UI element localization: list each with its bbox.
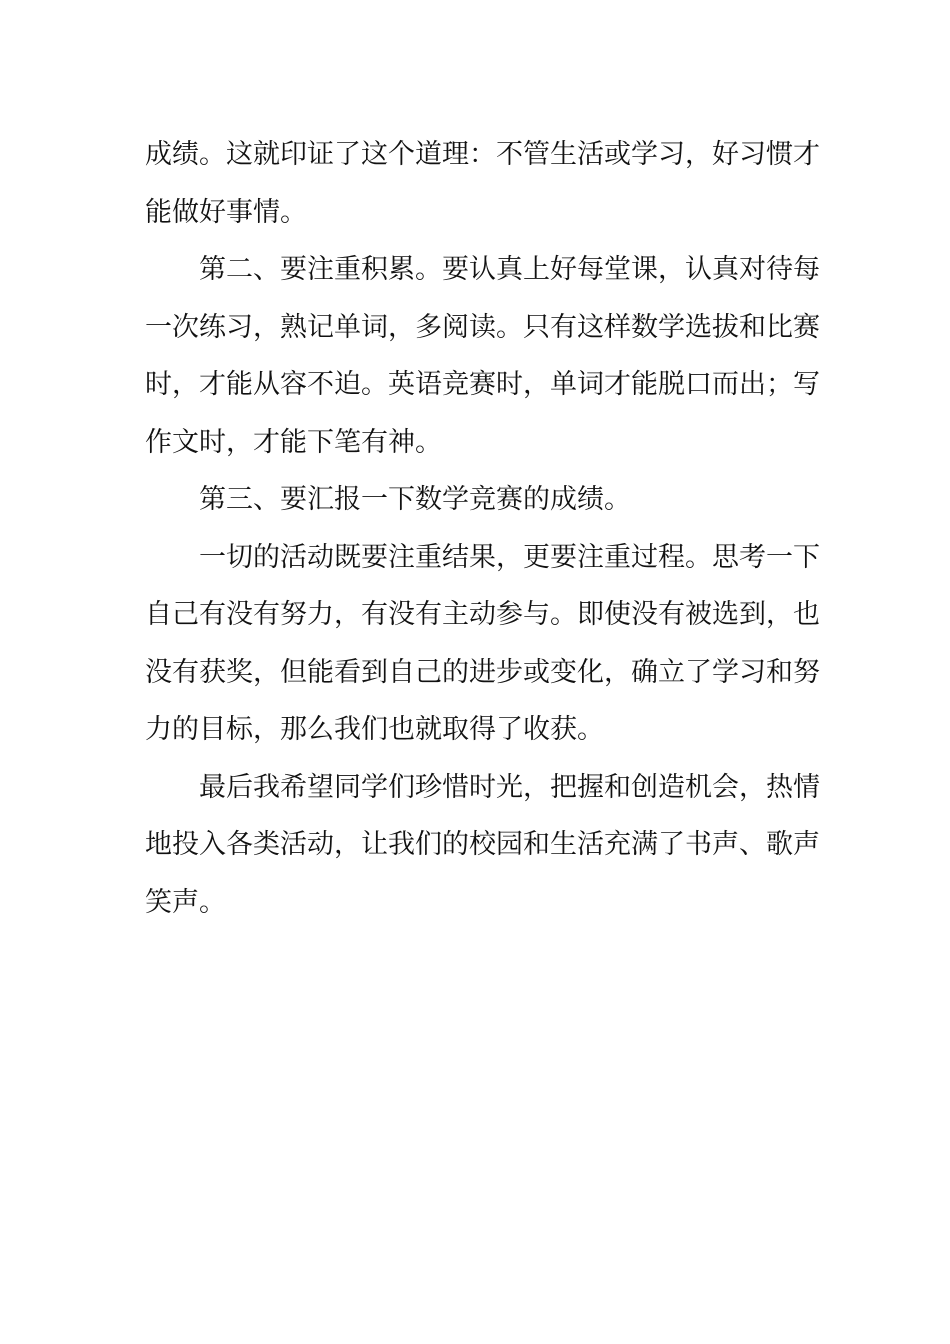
paragraph-closing-wish: [145, 759, 820, 932]
paragraph-math-report: [145, 471, 810, 529]
text-line: 作文时，才能下笔有神。: [145, 426, 442, 458]
text-line: 笑声。: [145, 886, 226, 918]
text-line: 一次练习，熟记单词，多阅读。只有这样数学选拔和比赛: [145, 311, 820, 343]
paragraph-habit-conclusion: [145, 126, 820, 241]
text-line: 最后我希望同学们珍惜时光，把握和创造机会，热情: [199, 771, 820, 803]
paragraph-accumulation: [145, 241, 820, 471]
text-line: 第二、要注重积累。要认真上好每堂课，认真对待每: [199, 254, 820, 285]
document-body: [145, 126, 820, 931]
text-line: 自己有没有努力，有没有主动参与。即使没有被选到，也: [145, 599, 820, 630]
paragraph-process: [145, 529, 820, 759]
text-line: 地投入各类活动，让我们的校园和生活充满了书声、歌声: [145, 829, 820, 860]
text-line: 没有获奖，但能看到自己的进步或变化，确立了学习和努: [145, 656, 820, 688]
text-line: 力的目标，那么我们也就取得了收获。: [145, 714, 604, 745]
text-line: 成绩。这就印证了这个道理：不管生活或学习，好习惯才: [145, 139, 820, 170]
text-line: 时，才能从容不迫。英语竞赛时，单词才能脱口而出；写: [145, 369, 820, 400]
text-line: 第三、要汇报一下数学竞赛的成绩。: [199, 484, 631, 515]
text-line: 能做好事情。: [145, 196, 307, 228]
text-line: 一切的活动既要注重结果，更要注重过程。思考一下: [199, 541, 820, 573]
